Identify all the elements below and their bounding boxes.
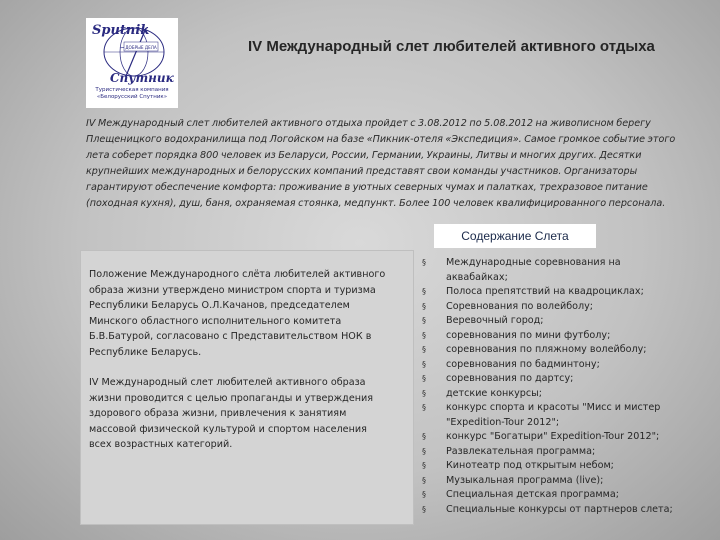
event-list-item-label: Полоса препятствий на квадроциклах; xyxy=(446,286,644,297)
logo-caption xyxy=(86,87,178,101)
event-list-item-label: конкурс "Богатыри" Expedition-Tour 2012"; xyxy=(446,431,660,442)
event-list-item xyxy=(418,503,674,518)
event-list xyxy=(418,256,674,517)
logo-bottom-text: Спутник xyxy=(110,71,174,85)
bullet-icon: § xyxy=(422,301,426,311)
logo-globe-icon xyxy=(86,18,178,88)
event-list-item-label: детские конкурсы; xyxy=(446,387,542,399)
event-list-item xyxy=(418,285,674,300)
event-list-item xyxy=(418,358,674,373)
event-list-item-label: Специальная детская программа; xyxy=(446,489,619,500)
event-list-item-label: Кинотеатр под открытым небом; xyxy=(446,460,614,471)
bullet-icon: § xyxy=(422,446,426,456)
bullet-icon: § xyxy=(422,359,426,369)
event-list-item-label: соревнования по дартсу; xyxy=(446,373,574,384)
bullet-icon: § xyxy=(422,316,426,325)
event-list-item xyxy=(418,343,674,358)
event-list-item xyxy=(418,488,674,503)
event-list-item-label: Международные соревнования на аквабайках; xyxy=(446,257,621,283)
event-list-item xyxy=(418,329,674,344)
logo-caption-line1: Туристическая компания xyxy=(95,87,169,93)
event-list-item-label: Развлекательная программа; xyxy=(446,445,596,457)
logo-band-text: ДОБРЫЕ ДЕЛА xyxy=(125,45,157,50)
event-list-item xyxy=(418,401,674,430)
logo-caption-line2: «Белорусский Спутник» xyxy=(96,94,168,100)
bullet-icon: § xyxy=(422,504,426,514)
bullet-icon: § xyxy=(422,490,426,499)
event-list-item-label: соревнования по пляжному волейболу; xyxy=(446,344,647,355)
event-list-item xyxy=(418,387,674,402)
event-list-item-label: соревнования по мини футболу; xyxy=(446,329,611,341)
event-list-item xyxy=(418,300,674,315)
bullet-icon: § xyxy=(422,432,426,441)
bullet-icon: § xyxy=(422,461,426,470)
event-list-item xyxy=(418,314,674,329)
event-list-item xyxy=(418,256,674,285)
regulation-paragraph-1: Положение Международного слёта любителей активного образа жизни утверждено министром спорта и туризма Республики Беларусь О.Л.Качанов, председателем Минского областного исполнительного комитета Б.В.Батурой, согласовано с Представительством НОК в Республике Беларусь. xyxy=(89,269,386,358)
event-list-item-label: соревнования по бадминтону; xyxy=(446,358,600,370)
event-list-item-label: Веревочный город; xyxy=(446,315,544,326)
section-label: Содержание Слета xyxy=(434,224,596,248)
regulation-panel xyxy=(80,250,414,525)
logo-top-text: Sputnik xyxy=(92,23,150,38)
event-list-item-label: Специальные конкурсы от партнеров слета; xyxy=(446,503,673,515)
event-list-item xyxy=(418,445,674,460)
bullet-icon: § xyxy=(422,388,426,398)
bullet-icon: § xyxy=(422,287,426,296)
event-list-item xyxy=(418,459,674,474)
event-list-item-label: Музыкальная программа (live); xyxy=(446,474,604,486)
event-list-item xyxy=(418,474,674,489)
purpose-paragraph-2: IV Международный слет любителей активного образа жизни проводится с целью пропаганды и утверждения здорового образа жизни, привлечения к занятиям массовой физической культурой и спортом населения всех возрастных категорий. xyxy=(89,377,373,450)
bullet-icon: § xyxy=(422,403,426,412)
intro-paragraph: IV Международный слет любителей активного отдыха пройдет с 3.08.2012 по 5.08.2012 на живописном берегу Плещеницкого водохранилища под Логойском на базе «Пикник-отеля «Экспедиция». Самое громкое событие этого лета соберет порядка 800 человек из Беларуси, России, Германии, Украины, Литвы и многих других. Десятки крупнейших международных и белорусских компаний представят свои команды участников. Организаторы гарантируют обеспечение комфорта: проживание в уютных северных чумах и палатках, трехразовое питание (походная кухня), душ, баня, охраняемая стоянка, медпункт. Более 100 человек квалифицированного персонала. xyxy=(86,118,676,209)
bullet-icon: § xyxy=(422,475,426,485)
event-list-item-label: конкурс спорта и красоты "Мисс и мистер "Expedition-Tour 2012"; xyxy=(446,402,661,428)
event-list-item-label: Соревнования по волейболу; xyxy=(446,300,594,312)
event-list-item xyxy=(418,372,674,387)
bullet-icon: § xyxy=(422,330,426,340)
slide-title: IV Международный слет любителей активного отдыха xyxy=(248,38,655,55)
bullet-icon: § xyxy=(422,345,426,354)
event-list-item xyxy=(418,430,674,445)
bullet-icon: § xyxy=(422,258,426,267)
bullet-icon: § xyxy=(422,374,426,383)
